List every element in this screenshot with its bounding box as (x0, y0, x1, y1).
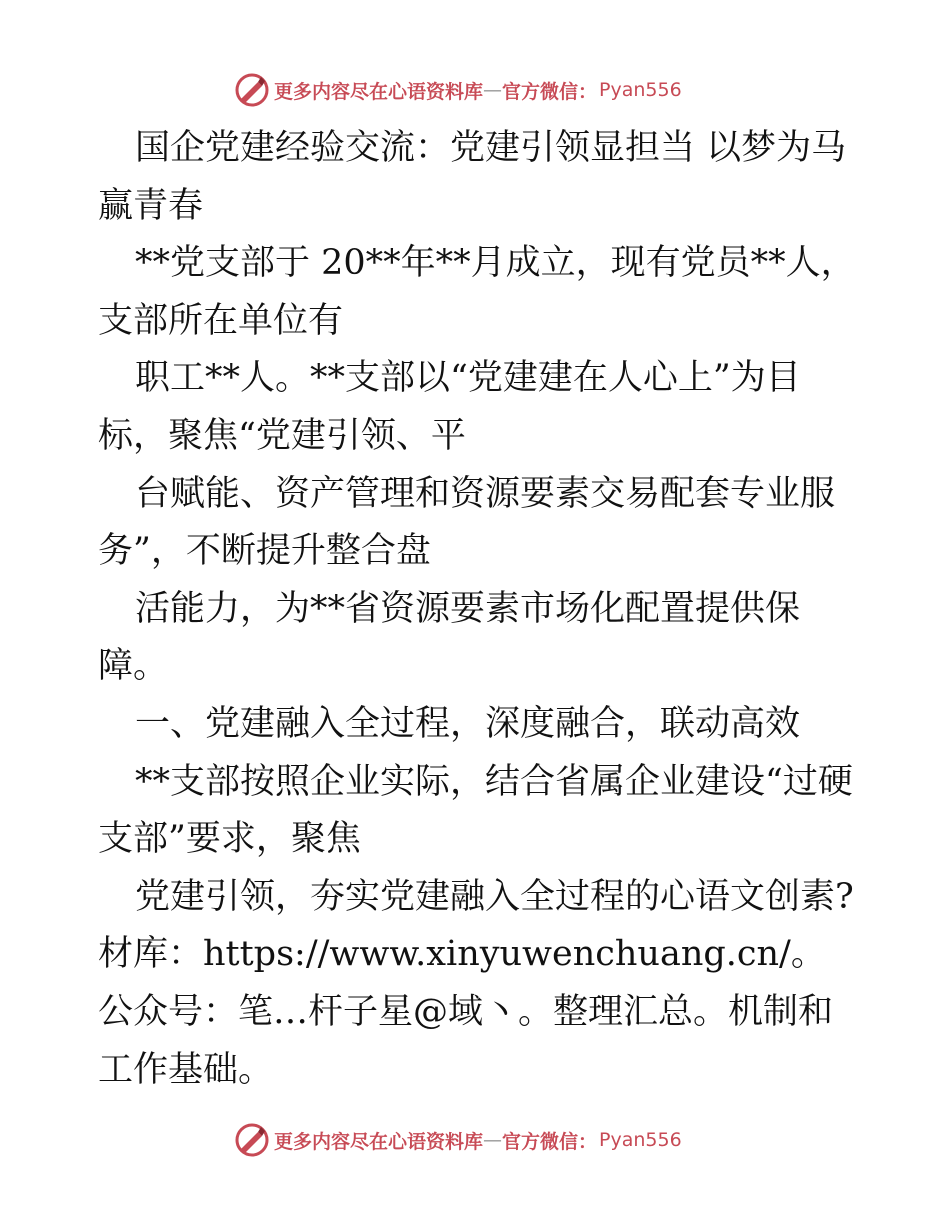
doc-paragraph-1b: 职工**人。**支部以“党建建在人心上”为目标，聚焦“党建引领、平 (98, 358, 801, 456)
banner-wechat-id: Pyan556 (599, 79, 682, 101)
banner-wechat-id: Pyan556 (599, 1129, 682, 1151)
doc-title: 国企党建经验交流：党建引领显担当 以梦为马赢青春 (98, 128, 847, 226)
doc-paragraph-1a: **党支部于 20**年**月成立，现有党员**人，支部所在单位有 (98, 243, 856, 341)
banner-main-text: 更多内容尽在心语资料库 (274, 80, 484, 103)
banner-main-text: 更多内容尽在心语资料库 (274, 1130, 484, 1153)
doc-paragraph-1d: 活能力，为**省资源要素市场化配置提供保障。 (98, 588, 801, 687)
banner-dash: — (483, 79, 503, 101)
banner-dash: — (483, 1129, 503, 1151)
banner-label: 官方微信： (502, 1130, 598, 1153)
document-body (98, 120, 858, 1099)
banner-label: 官方微信： (502, 80, 598, 103)
header-watermark (234, 70, 682, 110)
doc-paragraph-2a: **支部按照企业实际，结合省属企业建设“过硬支部”要求，聚焦 (98, 761, 853, 860)
pen-logo-icon (234, 72, 270, 108)
footer-watermark (234, 1120, 682, 1160)
pen-logo-icon (234, 1122, 270, 1158)
doc-section-heading: 一、党建融入全过程，深度融合，联动高效 (135, 703, 801, 744)
doc-paragraph-1c: 台赋能、资产管理和资源要素交易配套专业服务”，不断提升整合盘 (98, 473, 836, 572)
doc-paragraph-2b: 党建引领，夯实党建融入全过程的心语文创素?材库：https://www.xinyuwenchuang.cn/。公众号：笔…杆子星@域丶。整理汇总。机制和工作基础。 (98, 876, 854, 1090)
